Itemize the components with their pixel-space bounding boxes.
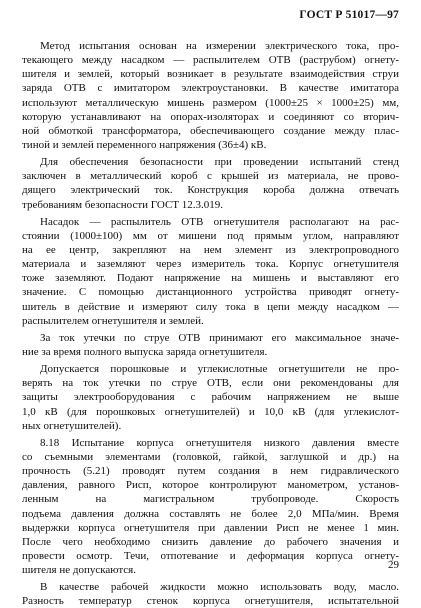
- text-line: шителя не допускаются.: [22, 564, 136, 577]
- text-line: шитель в действие и измеряют силу тока в цепи между насадком —: [22, 300, 399, 313]
- text-line: Разность температур стенок корпуса огнетушителя, испытательной: [22, 595, 399, 608]
- text-line: которую устанавливают на опорах-изоляторах и соединяют со вторич-: [22, 110, 399, 123]
- text-line: текающего между насадком — распылителем ОТВ (раструбом) огнету-: [22, 54, 399, 67]
- text-line: выдержки корпуса огнетушителя при давлении Pисп не менее 1 мин.: [22, 521, 399, 534]
- paragraph: [22, 215, 399, 328]
- text-line: Метод испытания основан на измерении электрического тока, про-: [40, 40, 399, 52]
- text-line: подъема давления должна составлять не более 2,0 МПа/мин. Время: [22, 507, 399, 520]
- paragraph: [22, 155, 399, 212]
- text-line: Для обеспечения безопасности при проведении испытаний стенд: [40, 156, 399, 169]
- standard-header: ГОСТ Р 51017—97: [299, 9, 399, 21]
- text-line: 8.18 Испытание корпуса огнетушителя низкого давления вместе: [40, 436, 399, 449]
- text-line: ленным на магистральном трубопроводе. Скорость: [22, 493, 399, 506]
- text-line: заключен в металлический короб с крышей из материала, не прово-: [22, 170, 399, 183]
- text-line: давления, равного Pисп, которое контролируют манометром, установ-: [22, 479, 399, 492]
- text-line: После чего необходимо снизить давление до рабочего значения и: [22, 535, 399, 548]
- text-line: дящего электрический ток. Конструкция короба должна отвечать: [22, 184, 399, 197]
- text-line: требованиям безопасности ГОСТ 12.3.019.: [22, 198, 224, 211]
- paragraph: [22, 580, 399, 608]
- text-line: защиты электрооборудования с рабочим напряжением не выше: [22, 391, 399, 404]
- text-line: стоянии (1000±100) мм от мишени под прямым углом, направляют: [22, 229, 399, 242]
- text-line: провести осмотр. Течи, отпотевание и деформация корпуса огнету-: [22, 549, 399, 562]
- document-body: [22, 39, 399, 608]
- text-line: 1,0 кВ (для порошковых огнетушителей) и 10,0 кВ (для углекислот-: [22, 405, 399, 418]
- text-line: прочность (5.21) проводят путем создания в нем гидравлического: [22, 465, 399, 478]
- text-line: тиной и землей переменного напряжения (36±4) кВ.: [22, 138, 267, 151]
- text-line: на ее центр, закрепляют на нем элемент из электропроводного: [22, 243, 399, 256]
- text-line: ние за время полного выпуска заряда огнетушителя.: [22, 345, 268, 358]
- page-number: 29: [388, 559, 399, 571]
- text-line: материала и заземляют через измеритель тока. Корпус огнетушителя: [22, 258, 399, 271]
- text-line: ной обмоткой трансформатора, обеспечивающего создание между плас-: [22, 124, 399, 137]
- paragraph: [22, 436, 399, 577]
- text-line: распылителем огнетушителя и землей.: [22, 314, 204, 327]
- paragraph: [22, 331, 399, 359]
- text-line: Допускается порошковые и углекислотные огнетушители не про-: [40, 363, 399, 376]
- text-line: заряда ОТВ с имитатором электроустановки. В качестве имитатора: [22, 82, 399, 95]
- text-line: значение. С помощью дистанционного устройства приводят огнету-: [22, 286, 399, 299]
- text-line: шителя и землей, который возникает в результате взаимодействия струи: [22, 68, 399, 81]
- text-line: Насадок — распылитель ОТВ огнетушителя располагают на рас-: [40, 215, 399, 228]
- text-line: со съемными элементами (головкой, гайкой, заглушкой и др.) на: [22, 450, 399, 463]
- text-line: ных огнетушителей).: [22, 419, 122, 432]
- paragraph: [22, 362, 399, 433]
- paragraph: [22, 39, 399, 152]
- text-line: используют металлическую мишень размером (1000±25 × 1000±25) мм,: [22, 96, 399, 109]
- text-line: тоже заземляют. Подают напряжение на мишень и выставляют его: [22, 272, 399, 285]
- text-line: верять на ток утечки по струе ОТВ, если они рекомендованы для: [22, 377, 399, 390]
- text-line: За ток утечки по струе ОТВ принимают его максимальное значе-: [40, 331, 399, 344]
- text-line: В качестве рабочей жидкости можно использовать воду, масло.: [40, 581, 399, 594]
